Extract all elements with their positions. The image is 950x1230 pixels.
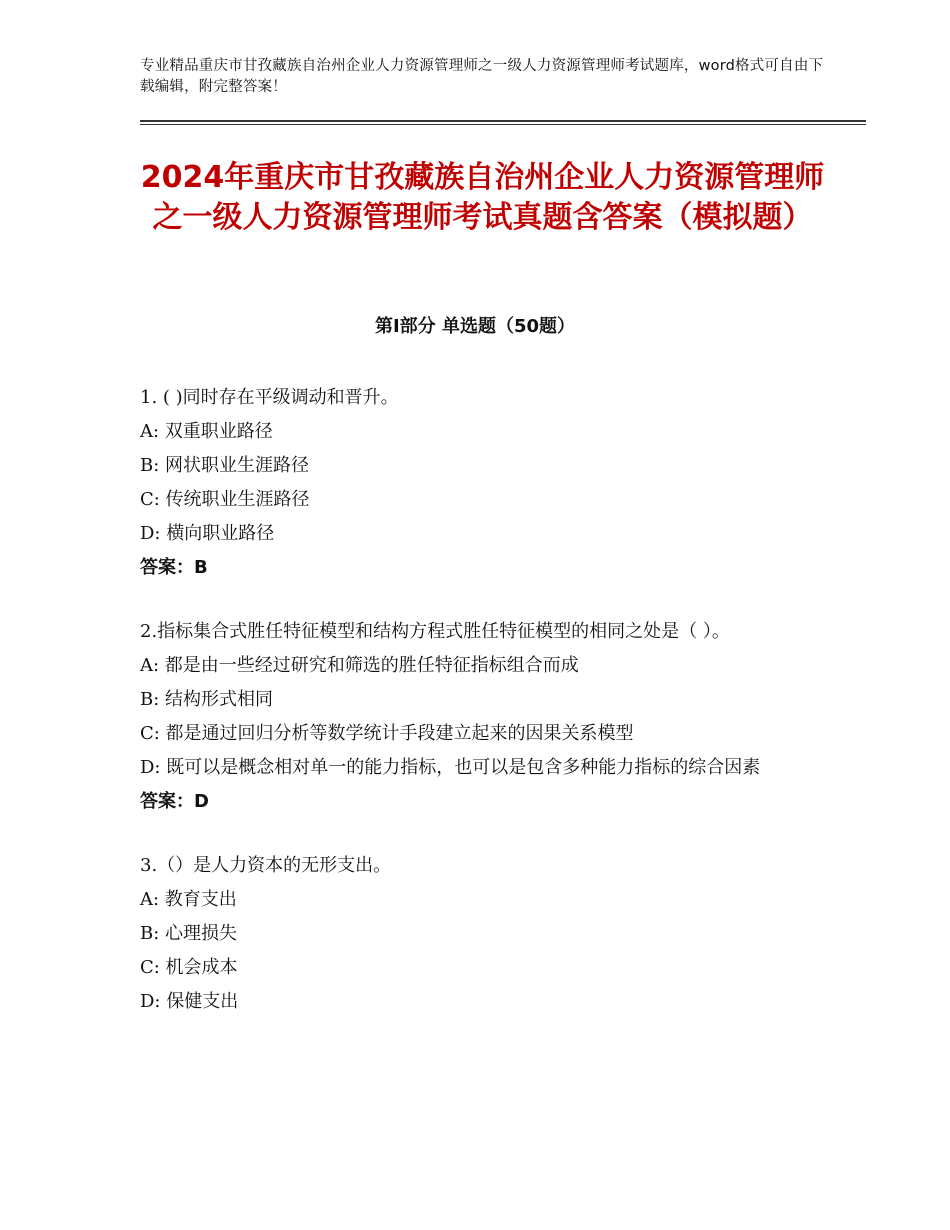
option-a: A: 双重职业路径: [140, 421, 273, 442]
header-divider: [140, 120, 866, 122]
option-b: B: 网状职业生涯路径: [140, 455, 310, 476]
option-b: B: 心理损失: [140, 923, 238, 944]
document-title: 2024年重庆市甘孜藏族自治州企业人力资源管理师之一级人力资源管理师考试真题含答案（模拟题）: [140, 160, 825, 235]
option-a: A: 都是由一些经过研究和筛选的胜任特征指标组合而成: [140, 655, 579, 676]
option-d: D: 横向职业路径: [140, 523, 275, 544]
answer: 答案：D: [140, 791, 209, 812]
question-stem: 3.（）是人力资本的无形支出。: [140, 855, 392, 876]
option-a: A: 教育支出: [140, 889, 237, 910]
option-d: D: 保健支出: [140, 991, 239, 1012]
question-3: [140, 849, 830, 1019]
option-c: C: 都是通过回归分析等数学统计手段建立起来的因果关系模型: [140, 723, 634, 744]
question-2: [140, 615, 830, 819]
question-stem: 1. ( )同时存在平级调动和晋升。: [140, 387, 399, 408]
option-c: C: 传统职业生涯路径: [140, 489, 310, 510]
question-1: [140, 381, 830, 585]
question-list: [140, 381, 830, 1049]
option-b: B: 结构形式相同: [140, 689, 274, 710]
header-note: 专业精品重庆市甘孜藏族自治州企业人力资源管理师之一级人力资源管理师考试题库，word格式可自由下载编辑，附完整答案！: [140, 58, 824, 95]
section-heading: 第Ⅰ部分 单选题（50题）: [374, 316, 575, 337]
question-stem: 2.指标集合式胜任特征模型和结构方程式胜任特征模型的相同之处是（ ）。: [140, 621, 730, 642]
option-d: D: 既可以是概念相对单一的能力指标，也可以是包含多种能力指标的综合因素: [140, 757, 761, 778]
header-divider-thin: [140, 124, 866, 125]
answer: 答案：B: [140, 557, 208, 578]
option-c: C: 机会成本: [140, 957, 238, 978]
